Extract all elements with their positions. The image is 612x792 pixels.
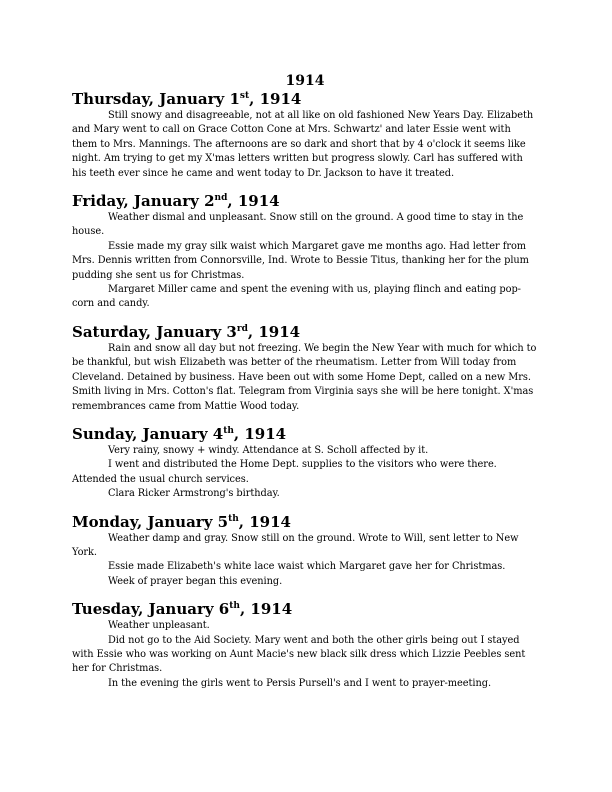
entry-date-ordinal: st: [239, 91, 250, 101]
entry-date-ordinal: nd: [214, 193, 228, 204]
entry-date: Friday, January 2: [72, 192, 215, 211]
entry-heading: [72, 90, 538, 109]
entry-date-ordinal: rd: [236, 323, 248, 334]
entry-paragraph: Very rainy, snowy + windy. Attendance at S. Scholl affected by it.: [108, 444, 429, 456]
entry-date-ordinal: th: [228, 513, 239, 524]
entry-paragraph: Clara Ricker Armstrong's birthday.: [108, 488, 280, 500]
entry-heading: [72, 600, 538, 619]
entry-date-ordinal: th: [223, 425, 234, 436]
entry-heading: [72, 192, 538, 211]
entry-paragraph: Rain and snow all day but not freezing. We begin the New Year with much for which to be thankful, but wish Elizabeth was better of the rheumatism. Letter from Will today from Cleveland. Detained by business. Have been out with some Home Dept, called on a new Mrs. Smith living in Mrs. Cotton's flat. Telegram from Virginia says she will be here tonight. X'mas remembrances came from Mattie Wood today.: [72, 342, 537, 412]
entry-date: Sunday, January 4: [72, 424, 224, 443]
entry-year: , 1914: [227, 192, 280, 211]
entry-paragraph: Weather dismal and unpleasant. Snow still on the ground. A good time to stay in the house.: [72, 212, 524, 238]
entry-paragraph: Essie made my gray silk waist which Margaret gave me months ago. Had letter from Mrs. Dennis written from Connorsville, Ind. Wrote to Bessie Titus, thanking her for the plum pudding she sent us for Christmas.: [72, 240, 529, 281]
diary-entry-jan-6: [72, 600, 538, 691]
diary-entry-jan-4: [72, 425, 538, 502]
entry-year: , 1914: [233, 424, 287, 443]
entry-year: , 1914: [238, 512, 291, 531]
entry-paragraph: Week of prayer began this evening.: [108, 575, 283, 587]
entry-heading: [72, 323, 538, 342]
entry-date: Tuesday, January 6: [72, 600, 230, 619]
entry-date: Saturday, January 3: [72, 322, 237, 341]
diary-entry-jan-5: [72, 513, 538, 590]
entry-heading: [72, 513, 538, 532]
page-title: 1914: [285, 73, 325, 89]
entry-paragraph: I went and distributed the Home Dept. supplies to the visitors who were there. Attended the usual church services.: [72, 459, 497, 485]
entry-paragraph: Still snowy and disagreeable, not at all like on old fashioned New Years Day. Elizabeth and Mary went to call on Grace Cotton Cone at Mrs. Schwartz' and later Essie went with them to Mrs. Mannings. The afternoons are so dark and short that by 4 o'clock it seems like night. Am trying to get my X'mas letters written but progress slowly. Carl has suffered with his teeth ever since he came and went today to Dr. Jackson to have it treated.: [72, 110, 534, 179]
diary-page: [72, 72, 538, 691]
entry-year: , 1914: [249, 90, 302, 108]
entry-year: , 1914: [239, 600, 293, 619]
entry-date: Thursday, January 1: [72, 90, 240, 108]
diary-entry-jan-3: [72, 323, 538, 414]
entry-heading: [72, 425, 538, 444]
diary-entry-jan-1: [72, 90, 538, 181]
entry-paragraph: Margaret Miller came and spent the evening with us, playing flinch and eating pop-corn and candy.: [72, 284, 521, 310]
entry-year: , 1914: [247, 322, 301, 341]
entry-paragraph: In the evening the girls went to Persis Pursell's and I went to prayer-meeting.: [108, 677, 492, 689]
diary-entry-jan-2: [72, 192, 538, 312]
entry-paragraph: Essie made Elizabeth's white lace waist which Margaret gave her for Christmas.: [108, 561, 506, 573]
entry-date-ordinal: th: [229, 601, 240, 612]
entry-paragraph: Did not go to the Aid Society. Mary went and both the other girls being out I stayed with Essie who was working on Aunt Macie's new black silk dress which Lizzie Peebles sent her for Christmas.: [72, 634, 526, 675]
entry-date: Monday, January 5: [72, 512, 229, 531]
entry-paragraph: Weather unpleasant.: [108, 620, 210, 632]
entry-paragraph: Weather damp and gray. Snow still on the ground. Wrote to Will, sent letter to New York.: [72, 532, 519, 558]
